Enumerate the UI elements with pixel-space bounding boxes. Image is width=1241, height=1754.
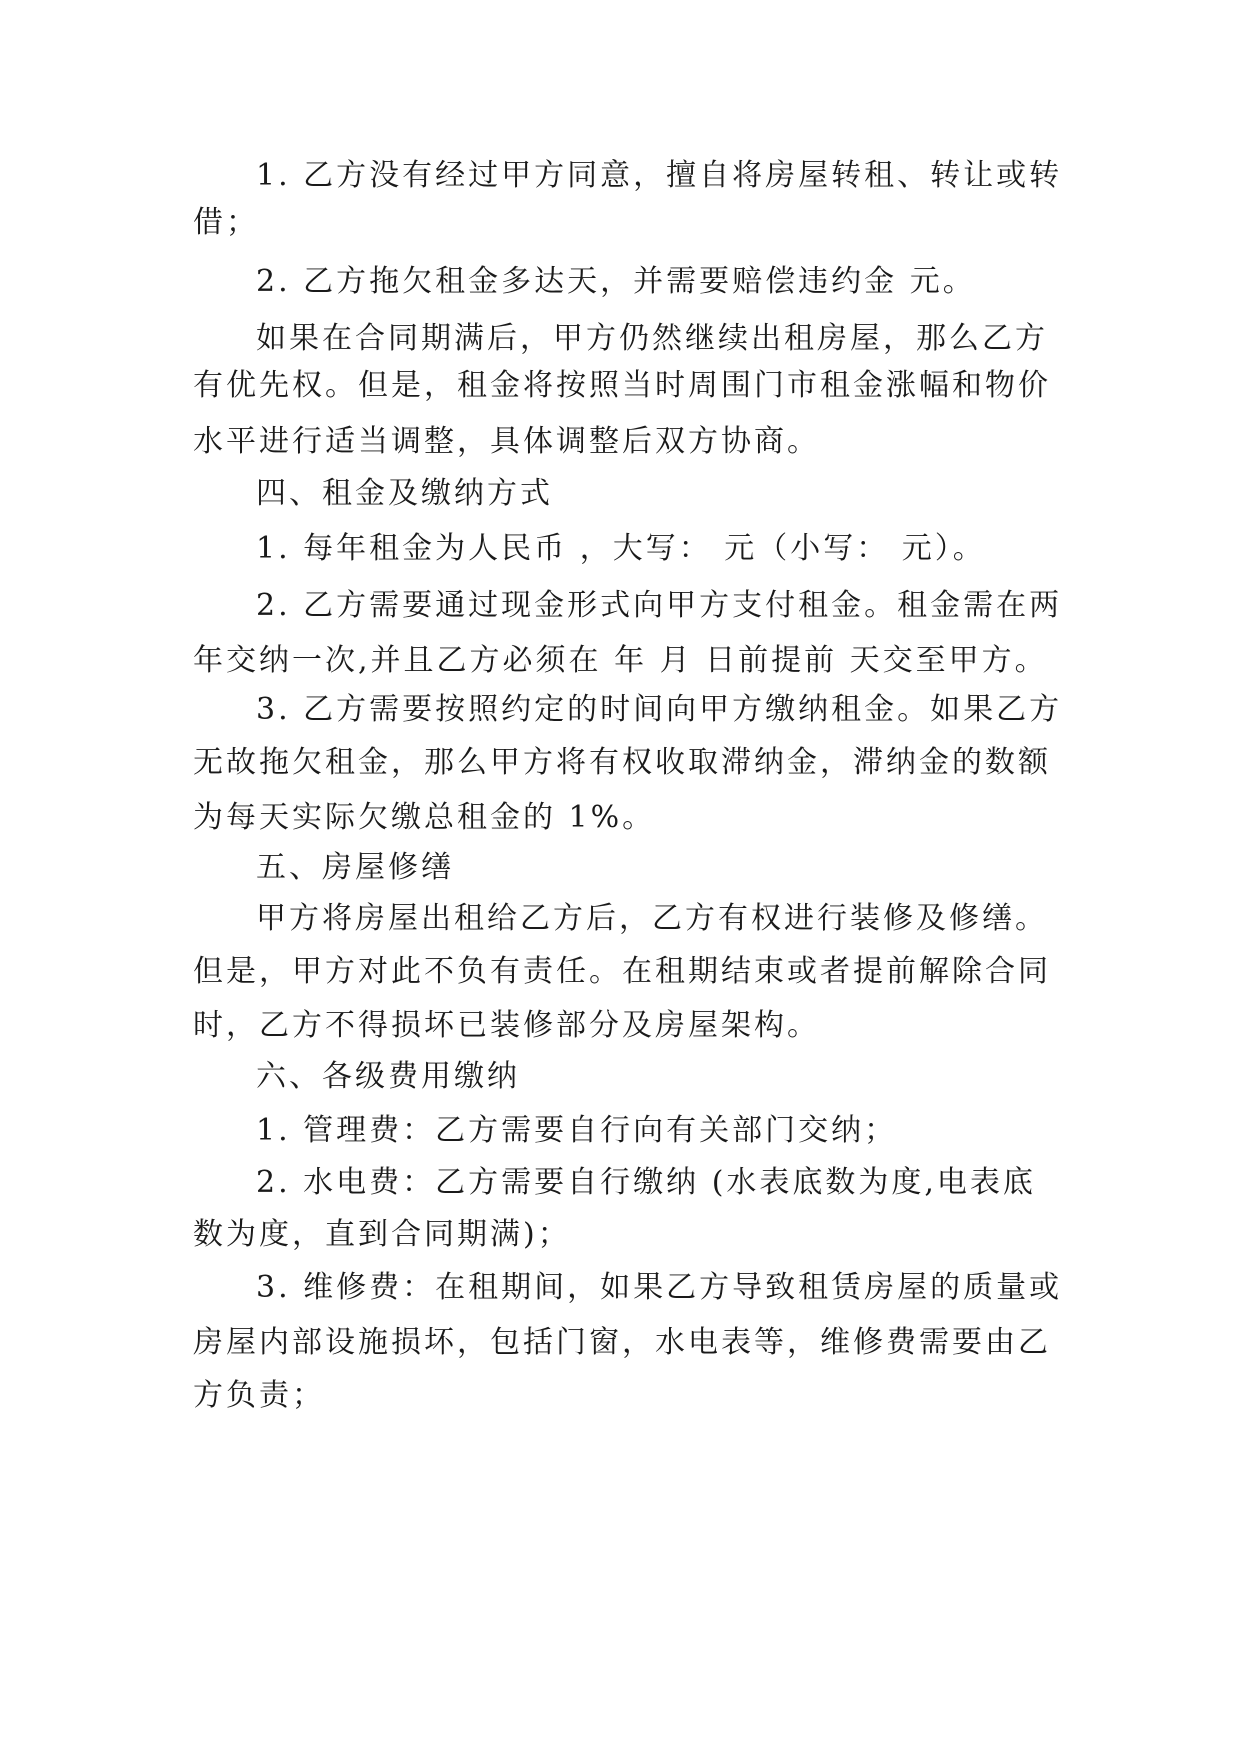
renewal-paragraph-line-3: 水平进行适当调整，具体调整后双方协商。: [193, 424, 820, 459]
fee-clause-3-line-2: 房屋内部设施损坏，包括门窗，水电表等，维修费需要由乙: [193, 1325, 1051, 1360]
rent-clause-1: 1. 每年租金为人民币 ，大写： 元（小写： 元）。: [256, 531, 986, 566]
clause-2-line-1: 2. 乙方拖欠租金多达天，并需要赔偿违约金 元。: [256, 264, 976, 299]
section-heading-fees: 六、各级费用缴纳: [256, 1059, 520, 1094]
fee-clause-3-line-3: 方负责；: [193, 1378, 325, 1413]
clause-1-line-2: 借；: [193, 205, 259, 240]
rent-clause-2-line-2: 年交纳一次,并且乙方必须在 年 月 日前提前 天交至甲方。: [193, 643, 1048, 678]
fee-clause-1: 1. 管理费：乙方需要自行向有关部门交纳；: [256, 1113, 898, 1148]
clause-1-line-1: 1. 乙方没有经过甲方同意，擅自将房屋转租、转让或转: [256, 158, 1063, 193]
repair-paragraph-line-1: 甲方将房屋出租给乙方后，乙方有权进行装修及修缮。: [256, 901, 1048, 936]
fee-clause-2-line-1: 2. 水电费：乙方需要自行缴纳 (水表底数为度,电表底: [256, 1165, 1036, 1200]
section-heading-rent: 四、租金及缴纳方式: [256, 476, 553, 511]
renewal-paragraph-line-2: 有优先权。但是，租金将按照当时周围门市租金涨幅和物价: [193, 368, 1051, 403]
repair-paragraph-line-3: 时，乙方不得损坏已装修部分及房屋架构。: [193, 1008, 820, 1043]
rent-clause-2-line-1: 2. 乙方需要通过现金形式向甲方支付租金。租金需在两: [256, 588, 1063, 623]
rent-clause-3-line-3: 为每天实际欠缴总租金的 1%。: [193, 800, 656, 835]
section-heading-repair: 五、房屋修缮: [256, 850, 454, 885]
renewal-paragraph-line-1: 如果在合同期满后，甲方仍然继续出租房屋，那么乙方: [256, 321, 1048, 356]
repair-paragraph-line-2: 但是，甲方对此不负有责任。在租期结束或者提前解除合同: [193, 954, 1051, 989]
fee-clause-3-line-1: 3. 维修费：在租期间，如果乙方导致租赁房屋的质量或: [256, 1270, 1063, 1305]
fee-clause-2-line-2: 数为度，直到合同期满)；: [193, 1217, 571, 1252]
rent-clause-3-line-1: 3. 乙方需要按照约定的时间向甲方缴纳租金。如果乙方: [256, 692, 1063, 727]
rent-clause-3-line-2: 无故拖欠租金，那么甲方将有权收取滞纳金，滞纳金的数额: [193, 745, 1051, 780]
